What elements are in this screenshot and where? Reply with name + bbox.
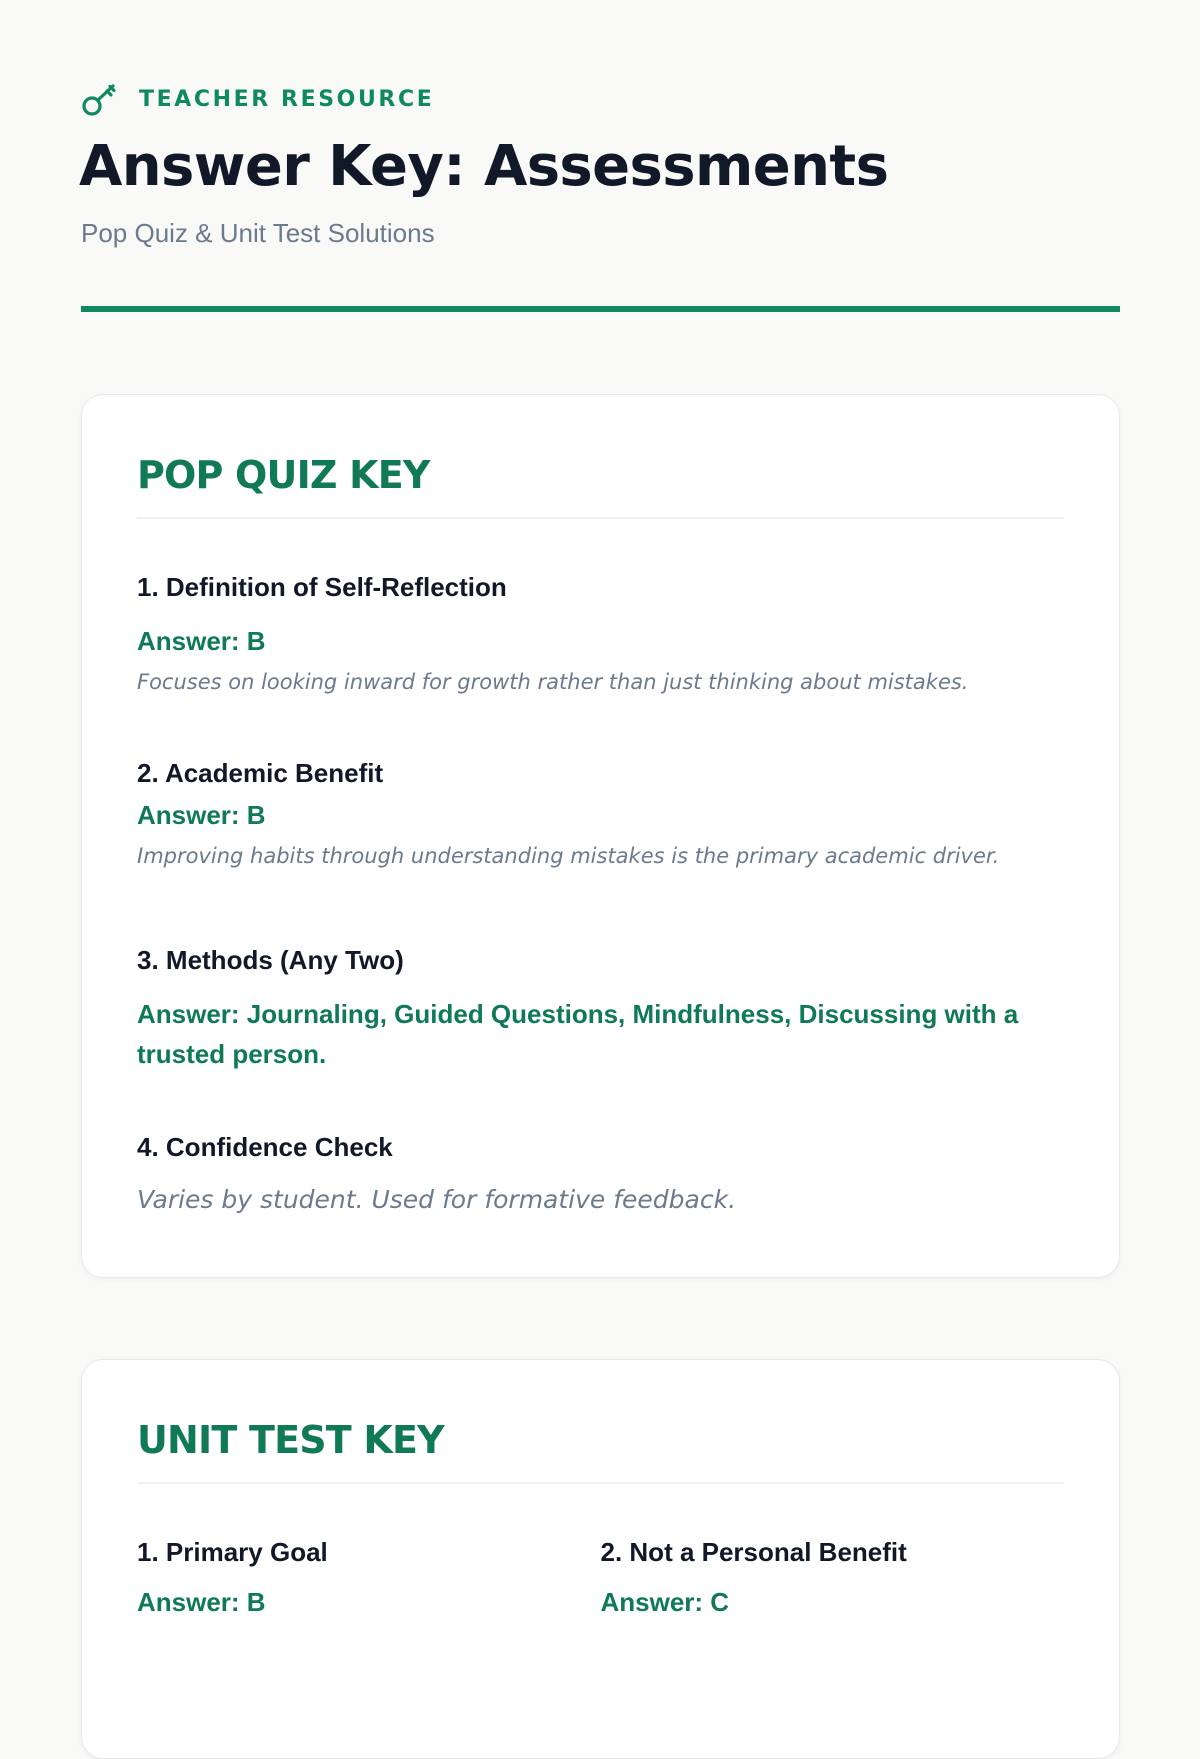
question-title: 1. Definition of Self-Reflection [137,572,507,602]
unit-test-questions [137,1536,1064,1622]
question-answer: Answer: B [137,1587,266,1617]
page-title: Answer Key: Assessments [79,134,889,199]
eyebrow-label: TEACHER RESOURCE [139,86,435,112]
page-subtitle: Pop Quiz & Unit Test Solutions [81,218,435,248]
quiz-question-2 [137,757,1064,871]
question-note: Focuses on looking inward for growth rather than just thinking about mistakes. [137,670,969,694]
question-note: Varies by student. Used for formative feedback. [137,1185,737,1214]
test-question-2 [601,1536,1065,1622]
question-answer: Answer: B [137,800,266,830]
card-divider [137,517,1064,519]
test-question-1 [137,1536,601,1622]
unit-test-title: UNIT TEST KEY [137,1418,444,1462]
quiz-question-4 [137,1131,1064,1217]
question-title: 2. Not a Personal Benefit [600,1537,907,1567]
question-answer: Answer: Journaling, Guided Questions, Mindfulness, Discussing with a trusted person. [137,999,1019,1069]
question-title: 4. Confidence Check [137,1132,393,1162]
header-divider [81,306,1120,312]
pop-quiz-title: POP QUIZ KEY [137,453,430,497]
question-title: 1. Primary Goal [137,1537,328,1567]
pop-quiz-card [81,394,1120,1278]
eyebrow [81,80,434,118]
card-divider [137,1482,1064,1484]
question-note: Improving habits through understanding mistakes is the primary academic driver. [137,844,1000,868]
quiz-question-1 [137,571,1064,697]
question-answer: Answer: C [600,1587,730,1617]
quiz-question-3 [137,944,1064,1074]
question-title: 3. Methods (Any Two) [137,945,404,975]
unit-test-card [81,1359,1120,1759]
key-icon [81,80,119,118]
question-title: 2. Academic Benefit [137,758,384,788]
question-answer: Answer: B [137,626,266,656]
